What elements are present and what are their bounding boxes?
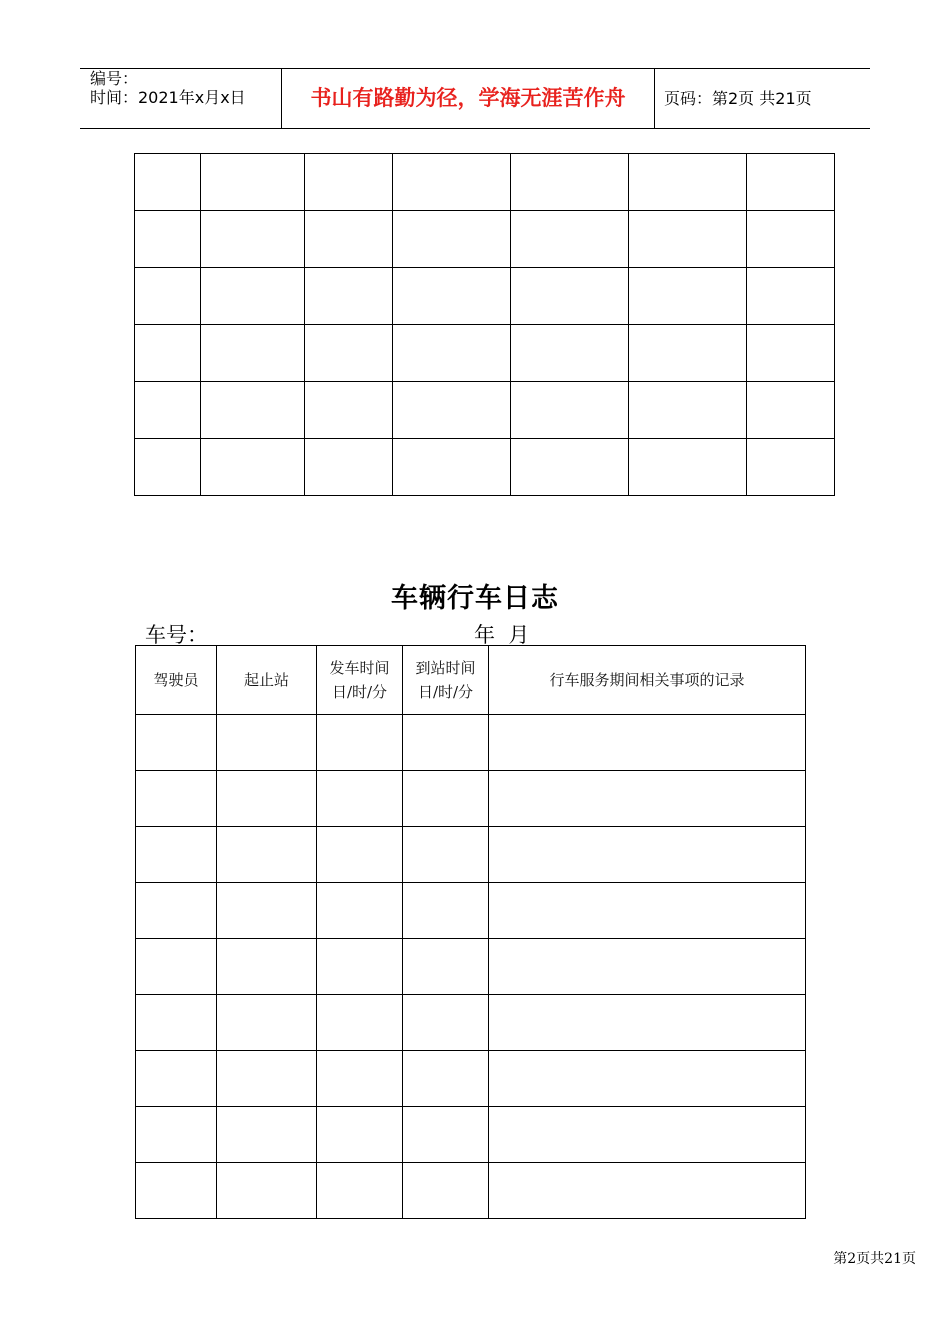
column-header: 行车服务期间相关事项的记录 <box>549 671 745 689</box>
header-divider <box>654 68 655 129</box>
col-driver <box>136 646 217 715</box>
table-cell[interactable] <box>135 154 201 211</box>
page-footer: 第2页共21页 <box>833 1251 916 1267</box>
table-cell[interactable] <box>489 883 806 939</box>
table-cell[interactable] <box>317 883 403 939</box>
table-row <box>136 995 806 1051</box>
col-notes <box>489 646 806 715</box>
header-top-rule <box>80 68 870 69</box>
column-header: 发车时间 <box>329 659 390 677</box>
table-cell[interactable] <box>403 939 489 995</box>
table-cell[interactable] <box>403 771 489 827</box>
table-cell[interactable] <box>393 154 511 211</box>
table-row <box>136 1163 806 1219</box>
table-row <box>136 771 806 827</box>
table-cell[interactable] <box>747 268 835 325</box>
table-cell[interactable] <box>489 771 806 827</box>
table-cell[interactable] <box>305 382 393 439</box>
table-cell[interactable] <box>511 382 629 439</box>
table-cell[interactable] <box>747 211 835 268</box>
table-cell[interactable] <box>511 325 629 382</box>
number-label: 编号： <box>90 69 139 88</box>
col-arrival-time <box>403 646 489 715</box>
table-cell[interactable] <box>217 715 317 771</box>
table-cell[interactable] <box>201 154 305 211</box>
table-cell[interactable] <box>305 268 393 325</box>
table-cell[interactable] <box>136 995 217 1051</box>
table-cell[interactable] <box>317 1051 403 1107</box>
table-cell[interactable] <box>629 382 747 439</box>
table-cell[interactable] <box>393 211 511 268</box>
header-bottom-rule <box>80 128 870 129</box>
table-cell[interactable] <box>201 439 305 496</box>
table-cell[interactable] <box>511 154 629 211</box>
table-cell[interactable] <box>317 771 403 827</box>
table-cell[interactable] <box>629 154 747 211</box>
column-header: 驾驶员 <box>153 671 199 689</box>
table-row <box>135 211 835 268</box>
table-cell[interactable] <box>403 1107 489 1163</box>
table-row <box>135 382 835 439</box>
table-cell[interactable] <box>317 995 403 1051</box>
table-cell[interactable] <box>217 1051 317 1107</box>
table-cell[interactable] <box>217 1163 317 1219</box>
year-month-label: 年 月 <box>474 623 530 647</box>
table-cell[interactable] <box>305 325 393 382</box>
table-cell[interactable] <box>489 1051 806 1107</box>
table-cell[interactable] <box>747 154 835 211</box>
column-header-sub: 日/时/分 <box>331 683 388 701</box>
table-cell[interactable] <box>489 995 806 1051</box>
col-stations <box>217 646 317 715</box>
table-cell[interactable] <box>217 1107 317 1163</box>
table-cell[interactable] <box>136 1051 217 1107</box>
table-cell[interactable] <box>217 995 317 1051</box>
table-cell[interactable] <box>511 211 629 268</box>
table-cell[interactable] <box>489 715 806 771</box>
column-header-sub: 日/时/分 <box>417 683 474 701</box>
table-cell[interactable] <box>511 268 629 325</box>
col-departure-time <box>317 646 403 715</box>
table-cell[interactable] <box>489 827 806 883</box>
table-row <box>136 1107 806 1163</box>
table-cell[interactable] <box>403 995 489 1051</box>
table-cell[interactable] <box>511 439 629 496</box>
table-cell[interactable] <box>629 325 747 382</box>
table-row <box>136 827 806 883</box>
table-cell[interactable] <box>217 771 317 827</box>
table-cell[interactable] <box>393 325 511 382</box>
table-cell[interactable] <box>305 439 393 496</box>
table-cell[interactable] <box>403 883 489 939</box>
table-cell[interactable] <box>135 439 201 496</box>
table-cell[interactable] <box>135 211 201 268</box>
table-cell[interactable] <box>136 1107 217 1163</box>
table-cell[interactable] <box>393 382 511 439</box>
table-cell[interactable] <box>403 715 489 771</box>
table-cell[interactable] <box>135 382 201 439</box>
header-motto: 书山有路勤为径，学海无涯苦作舟 <box>310 86 626 110</box>
driving-log-table <box>135 645 806 1219</box>
table-cell[interactable] <box>403 827 489 883</box>
table-row <box>136 939 806 995</box>
table-cell[interactable] <box>403 1051 489 1107</box>
column-header: 到站时间 <box>415 659 476 677</box>
table-row <box>136 1051 806 1107</box>
table-row <box>135 439 835 496</box>
table-row <box>136 883 806 939</box>
table-cell[interactable] <box>629 211 747 268</box>
table-row <box>135 325 835 382</box>
table-cell[interactable] <box>136 939 217 995</box>
table-cell[interactable] <box>747 325 835 382</box>
table-cell[interactable] <box>217 827 317 883</box>
table-cell[interactable] <box>629 268 747 325</box>
table-cell[interactable] <box>629 439 747 496</box>
table-cell[interactable] <box>201 211 305 268</box>
table-cell[interactable] <box>317 1163 403 1219</box>
table-cell[interactable] <box>136 771 217 827</box>
page-title: 车辆行车日志 <box>391 583 559 614</box>
car-number-label: 车号： <box>145 623 208 647</box>
continued-table <box>134 153 835 496</box>
table-cell[interactable] <box>217 883 317 939</box>
page-info: 页码：第2页 共21页 <box>664 89 812 108</box>
table-cell[interactable] <box>403 1163 489 1219</box>
table-row <box>136 715 806 771</box>
table-header-row <box>136 646 806 715</box>
table-row <box>135 268 835 325</box>
table-cell[interactable] <box>489 1107 806 1163</box>
time-label: 时间：2021年x月x日 <box>90 88 246 107</box>
table-cell[interactable] <box>317 827 403 883</box>
table-cell[interactable] <box>489 939 806 995</box>
table-cell[interactable] <box>201 268 305 325</box>
table-cell[interactable] <box>317 1107 403 1163</box>
table-cell[interactable] <box>136 827 217 883</box>
table-cell[interactable] <box>136 1163 217 1219</box>
table-cell[interactable] <box>317 715 403 771</box>
table-cell[interactable] <box>305 154 393 211</box>
table-cell[interactable] <box>747 439 835 496</box>
table-cell[interactable] <box>136 715 217 771</box>
table-cell[interactable] <box>489 1163 806 1219</box>
table-cell[interactable] <box>393 268 511 325</box>
table-cell[interactable] <box>201 325 305 382</box>
table-cell[interactable] <box>136 883 217 939</box>
table-cell[interactable] <box>217 939 317 995</box>
table-cell[interactable] <box>747 382 835 439</box>
table-row <box>135 154 835 211</box>
table-cell[interactable] <box>135 268 201 325</box>
table-cell[interactable] <box>135 325 201 382</box>
table-cell[interactable] <box>201 382 305 439</box>
table-cell[interactable] <box>317 939 403 995</box>
table-cell[interactable] <box>393 439 511 496</box>
column-header: 起止站 <box>243 671 289 689</box>
table-cell[interactable] <box>305 211 393 268</box>
